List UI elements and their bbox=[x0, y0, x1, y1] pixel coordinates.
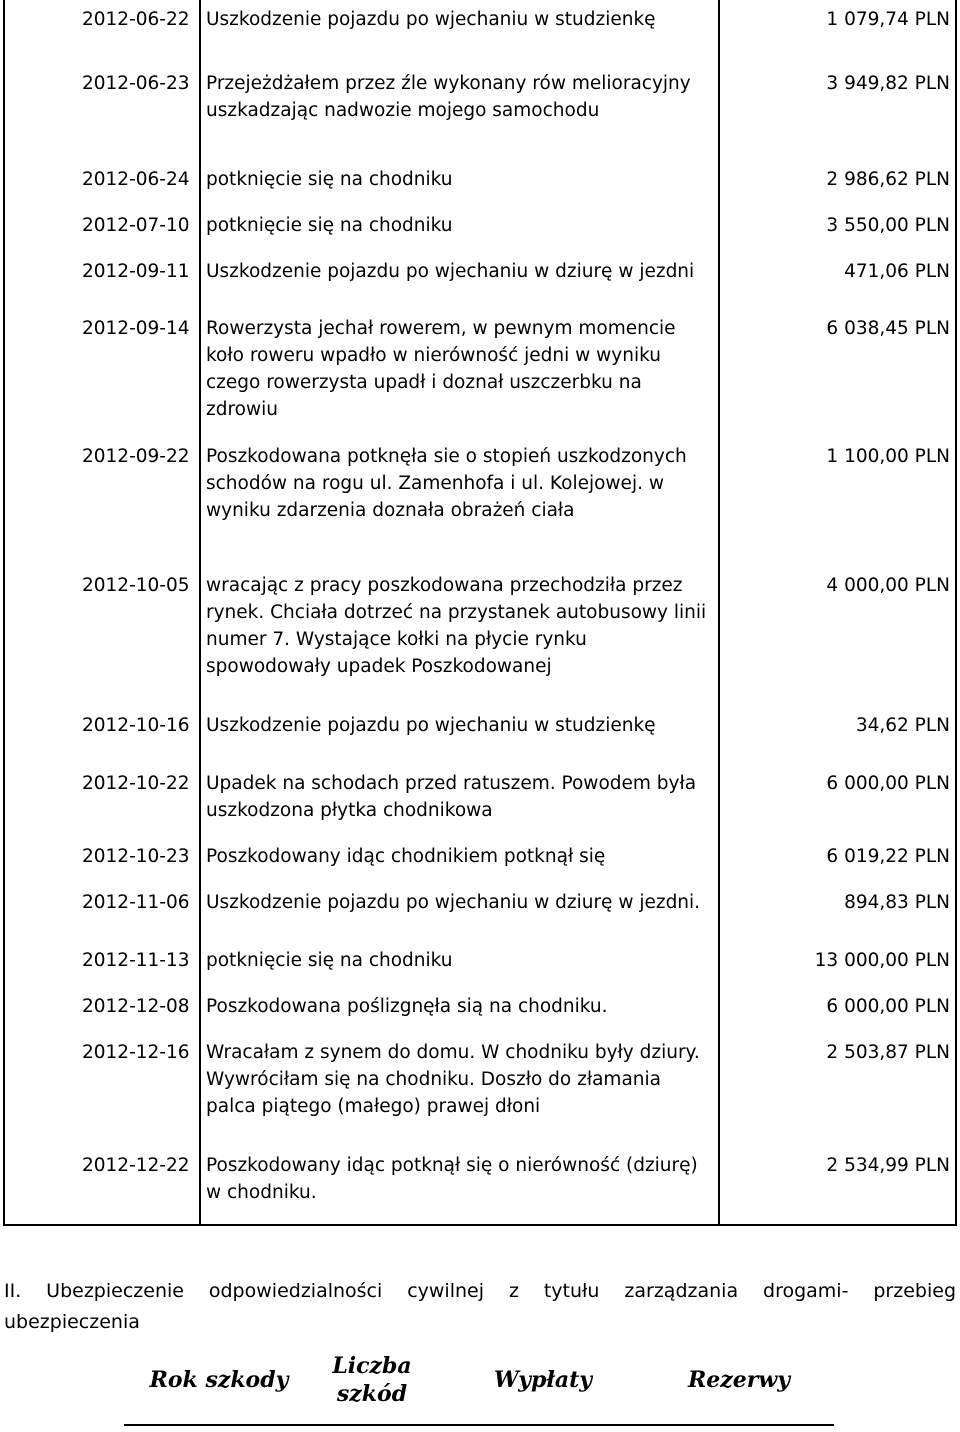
claim-amount: 1 079,74 PLN bbox=[826, 9, 950, 30]
claim-amount: 3 949,82 PLN bbox=[826, 73, 950, 94]
table-border-date-desc bbox=[199, 0, 201, 1226]
claim-description-line: potknięcie się na chodniku bbox=[206, 950, 453, 971]
column-header-rok-szkody: Rok szkody bbox=[149, 1367, 289, 1393]
claim-description bbox=[206, 770, 711, 824]
claim-description-line: wyniku zdarzenia doznała obrażeń ciała bbox=[206, 500, 575, 521]
claim-date: 2012-10-16 bbox=[82, 715, 190, 736]
heading-word: odpowiedzialności bbox=[208, 1280, 383, 1302]
claim-description-line: numer 7. Wystające kołki na płycie rynku bbox=[206, 629, 587, 650]
heading-word: drogami- bbox=[763, 1280, 849, 1302]
claim-description-line: Uszkodzenie pojazdu po wjechaniu w dziurę w jezdni. bbox=[206, 892, 701, 913]
claim-description-line: potknięcie się na chodniku bbox=[206, 169, 453, 190]
claim-date: 2012-12-08 bbox=[82, 996, 190, 1017]
claim-description bbox=[206, 1152, 711, 1206]
table-border-right bbox=[955, 0, 957, 1226]
claim-date: 2012-11-06 bbox=[82, 892, 190, 913]
claim-amount: 2 986,62 PLN bbox=[826, 169, 950, 190]
claim-date: 2012-12-16 bbox=[82, 1042, 190, 1063]
claim-date: 2012-06-24 bbox=[82, 169, 190, 190]
claim-amount: 13 000,00 PLN bbox=[814, 950, 950, 971]
claim-date: 2012-10-23 bbox=[82, 846, 190, 867]
column-header-wyplaty: Wypłaty bbox=[493, 1367, 593, 1393]
claim-description-line: zdrowiu bbox=[206, 399, 278, 420]
claim-description bbox=[206, 712, 711, 739]
claim-description-line: Poszkodowana poślizgnęła sią na chodniku. bbox=[206, 996, 608, 1017]
claim-amount: 1 100,00 PLN bbox=[826, 446, 950, 467]
claim-date: 2012-07-10 bbox=[82, 215, 190, 236]
claim-description bbox=[206, 889, 711, 916]
claim-description-line: Przejeżdżałem przez źle wykonany rów melioracyjny bbox=[206, 73, 691, 94]
claim-description-line: wracając z pracy poszkodowana przechodziła przez bbox=[206, 575, 683, 596]
claim-date: 2012-06-23 bbox=[82, 73, 190, 94]
column-header-liczba-line1: Liczba bbox=[332, 1353, 412, 1379]
claim-date: 2012-09-22 bbox=[82, 446, 190, 467]
claim-description-line: uszkadzając nadwozie mojego samochodu bbox=[206, 100, 600, 121]
claim-description-line: czego rowerzysta upadł i doznał uszczerbku na bbox=[206, 372, 642, 393]
column-header-liczba-line2: szkód bbox=[336, 1381, 408, 1407]
section-ii-heading-line2: ubezpieczenia bbox=[4, 1311, 140, 1333]
table-border-left bbox=[3, 0, 5, 1226]
column-header-rezerwy: Rezerwy bbox=[687, 1367, 791, 1393]
claim-description-line: potknięcie się na chodniku bbox=[206, 215, 453, 236]
claim-description bbox=[206, 258, 711, 285]
claim-description-line: Rowerzysta jechał rowerem, w pewnym momencie bbox=[206, 318, 676, 339]
heading-word: przebieg bbox=[873, 1280, 956, 1302]
claim-description bbox=[206, 993, 711, 1020]
claim-date: 2012-09-14 bbox=[82, 318, 190, 339]
claim-description bbox=[206, 6, 711, 33]
heading-word: cywilnej bbox=[407, 1280, 485, 1302]
table-border-bottom bbox=[3, 1224, 957, 1226]
claim-date: 2012-09-11 bbox=[82, 261, 190, 282]
claim-amount: 34,62 PLN bbox=[855, 715, 950, 736]
claim-description-line: palca piątego (małego) prawej dłoni bbox=[206, 1096, 541, 1117]
heading-word: Ubezpieczenie bbox=[46, 1280, 184, 1302]
claim-date: 2012-10-22 bbox=[82, 773, 190, 794]
table-border-desc-amount bbox=[718, 0, 720, 1226]
claim-description-line: uszkodzona płytka chodnikowa bbox=[206, 800, 493, 821]
claim-amount: 6 019,22 PLN bbox=[826, 846, 950, 867]
claim-description-line: Uszkodzenie pojazdu po wjechaniu w studzienkę bbox=[206, 715, 656, 736]
header-underline bbox=[124, 1424, 834, 1426]
claim-amount: 6 000,00 PLN bbox=[826, 996, 950, 1017]
claim-amount: 3 550,00 PLN bbox=[826, 215, 950, 236]
claim-description-line: Uszkodzenie pojazdu po wjechaniu w dziurę w jezdni bbox=[206, 261, 695, 282]
claim-amount: 894,83 PLN bbox=[844, 892, 950, 913]
claim-amount: 6 000,00 PLN bbox=[826, 773, 950, 794]
claim-description-line: Wywróciłam się na chodniku. Doszło do złamania bbox=[206, 1069, 661, 1090]
claim-date: 2012-06-22 bbox=[82, 9, 190, 30]
claim-description bbox=[206, 315, 711, 423]
claim-description bbox=[206, 166, 711, 193]
claim-description-line: Wracałam z synem do domu. W chodniku były dziury. bbox=[206, 1042, 700, 1063]
claim-amount: 6 038,45 PLN bbox=[826, 318, 950, 339]
claim-description bbox=[206, 70, 711, 124]
heading-word: zarządzania bbox=[624, 1280, 739, 1302]
claim-description-line: koło roweru wpadło w nierówność jedni w wyniku bbox=[206, 345, 661, 366]
claim-description bbox=[206, 1039, 711, 1120]
claim-description-line: w chodniku. bbox=[206, 1182, 317, 1203]
section-ii-heading-line1 bbox=[4, 1276, 956, 1307]
claim-description bbox=[206, 443, 711, 524]
claim-description bbox=[206, 947, 711, 974]
claim-description bbox=[206, 212, 711, 239]
column-header-liczba-szkod bbox=[322, 1352, 422, 1408]
claim-description-line: Poszkodowana potknęła sie o stopień uszkodzonych bbox=[206, 446, 687, 467]
claim-amount: 2 534,99 PLN bbox=[826, 1155, 950, 1176]
claim-description bbox=[206, 572, 711, 680]
claim-date: 2012-11-13 bbox=[82, 950, 190, 971]
claim-description bbox=[206, 843, 711, 870]
heading-word: II. bbox=[4, 1280, 22, 1302]
claim-amount: 471,06 PLN bbox=[844, 261, 950, 282]
section-ii-heading bbox=[4, 1276, 956, 1338]
claim-description-line: Upadek na schodach przed ratuszem. Powodem była bbox=[206, 773, 697, 794]
claim-description-line: Poszkodowany idąc potknął się o nierówność (dziurę) bbox=[206, 1155, 698, 1176]
claim-description-line: rynek. Chciała dotrzeć na przystanek autobusowy linii bbox=[206, 602, 707, 623]
claim-amount: 2 503,87 PLN bbox=[826, 1042, 950, 1063]
claim-date: 2012-12-22 bbox=[82, 1155, 190, 1176]
claim-description-line: Poszkodowany idąc chodnikiem potknął się bbox=[206, 846, 606, 867]
heading-word: tytułu bbox=[543, 1280, 600, 1302]
claim-amount: 4 000,00 PLN bbox=[826, 575, 950, 596]
heading-word: z bbox=[508, 1280, 519, 1302]
claim-description-line: Uszkodzenie pojazdu po wjechaniu w studzienkę bbox=[206, 9, 656, 30]
claim-date: 2012-10-05 bbox=[82, 575, 190, 596]
claim-description-line: schodów na rogu ul. Zamenhofa i ul. Kolejowej. w bbox=[206, 473, 664, 494]
claim-description-line: spowodowały upadek Poszkodowanej bbox=[206, 656, 552, 677]
